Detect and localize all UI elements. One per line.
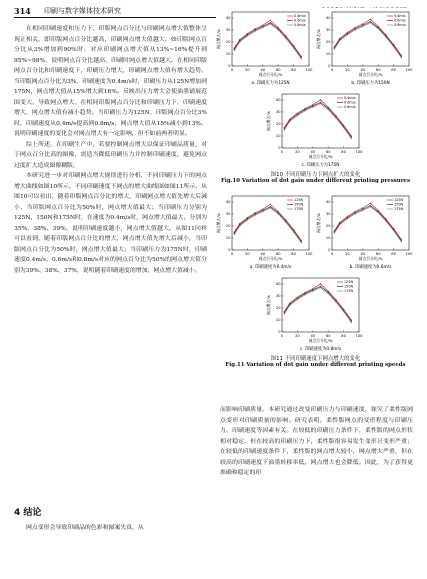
data-point bbox=[312, 291, 313, 292]
data-point bbox=[284, 129, 285, 130]
data-point bbox=[401, 241, 402, 242]
series-line bbox=[234, 207, 304, 243]
legend-label: 150N bbox=[294, 202, 304, 207]
y-tick-label: 20 bbox=[325, 40, 331, 45]
x-tick-label: 60 bbox=[325, 334, 331, 338]
x-tick-label: 40 bbox=[260, 68, 266, 72]
data-point bbox=[312, 288, 313, 289]
line-chart-svg bbox=[266, 274, 364, 352]
x-axis-label: 网点百分比/% bbox=[258, 72, 283, 77]
x-tick-label: 0 bbox=[230, 252, 234, 256]
figure-11 bbox=[216, 192, 415, 357]
data-point bbox=[262, 26, 263, 27]
x-tick-label: 0 bbox=[280, 150, 284, 154]
data-point bbox=[362, 207, 363, 208]
data-point bbox=[385, 221, 386, 222]
data-point bbox=[239, 41, 240, 42]
y-tick-label: 10 bbox=[325, 236, 331, 241]
y-tick-label: 0 bbox=[228, 248, 231, 253]
x-axis-label: 网点百分比/% bbox=[308, 338, 333, 343]
data-point bbox=[312, 105, 313, 106]
x-tick-label: 60 bbox=[275, 252, 281, 256]
legend-label: 175N bbox=[294, 207, 304, 212]
data-point bbox=[320, 287, 321, 288]
paragraph: 本研究进一步对印刷网点增大规律进行分析，不同印刷压力下的网点增大曲线如图10所示，不同印刷速度下网点的增大曲线图如图11所示。从图10可以看出，随着印版网点百分比的增大，印刷网点增大值先增大后减小，当印版网点百分比为50%时，网点增大值最大；当印刷压力分别为125N、150N和175N时，在速度为0.4m/s时，网点增大值最大，分别为35%、38%、39%，说明印刷速度越小，网点增大值越大。从图11同样可以看到，随着印版网点百分比的增大，网点增大值先增大后减小，当印版网点百分比为50%时，网点增大值最大；当印刷压力为175N时，印刷速度0.4m/s、0.6m/s和0.8m/s对应的网点百分比为50%的网点增大值分别为39%、38%、37%，说明随着印刷速度的增加，网点增大值减小。 bbox=[14, 173, 207, 274]
y-axis-label: 网点增大/% bbox=[216, 212, 221, 234]
x-axis-label: 网点百分比/% bbox=[358, 72, 383, 77]
conclusion-text bbox=[14, 523, 207, 534]
y-tick-label: 10 bbox=[325, 52, 331, 57]
x-tick-label: 20 bbox=[345, 68, 350, 72]
x-axis-label: 网点百分比/% bbox=[358, 256, 383, 261]
x-tick-label: 0 bbox=[230, 68, 234, 72]
data-point bbox=[270, 23, 271, 24]
x-tick-label: 60 bbox=[375, 252, 381, 256]
figure11-caption-zh: 图11 不同印刷速度下网点增大的变化 bbox=[270, 356, 361, 362]
subplot-label: a. 印刷压力为125N bbox=[251, 81, 290, 86]
data-point bbox=[254, 28, 255, 29]
data-point bbox=[254, 29, 255, 30]
line-chart-svg bbox=[316, 8, 414, 86]
data-point bbox=[393, 230, 394, 231]
y-tick-label: 0 bbox=[228, 64, 231, 69]
data-point bbox=[339, 40, 340, 41]
y-tick-label: 10 bbox=[225, 236, 231, 241]
data-point bbox=[262, 25, 263, 26]
x-tick-label: 80 bbox=[291, 252, 296, 256]
y-tick-label: 40 bbox=[325, 16, 331, 21]
x-tick-label: 40 bbox=[260, 252, 266, 256]
x-tick-label: 40 bbox=[310, 334, 316, 338]
y-tick-label: 30 bbox=[325, 28, 331, 33]
data-point bbox=[370, 206, 371, 207]
data-point bbox=[262, 210, 263, 211]
figure11-subplot-a bbox=[216, 192, 314, 270]
legend-label: 0.4m/s bbox=[394, 14, 406, 19]
y-tick-label: 30 bbox=[225, 212, 231, 217]
legend-label: 0.8m/s bbox=[344, 105, 356, 110]
data-point bbox=[370, 19, 371, 20]
data-point bbox=[304, 110, 305, 111]
x-tick-label: 100 bbox=[355, 150, 363, 154]
data-point bbox=[362, 26, 363, 27]
series-line bbox=[334, 23, 401, 58]
y-tick-label: 0 bbox=[278, 330, 281, 335]
legend-label: 0.6m/s bbox=[394, 18, 406, 23]
line-chart-svg bbox=[216, 8, 314, 86]
data-point bbox=[312, 107, 313, 108]
x-tick-label: 80 bbox=[341, 334, 346, 338]
legend-label: 150N bbox=[344, 284, 354, 289]
series-line bbox=[334, 206, 404, 241]
data-point bbox=[301, 242, 302, 243]
section-heading-conclusion: 4 结论 bbox=[14, 508, 42, 518]
data-point bbox=[334, 233, 335, 234]
data-point bbox=[304, 109, 305, 110]
x-axis-label: 网点百分比/% bbox=[258, 256, 283, 261]
legend-label: 175N bbox=[394, 207, 404, 212]
series-line bbox=[234, 207, 304, 242]
subplot-label: c. 印刷压力为175N bbox=[301, 163, 340, 168]
data-point bbox=[285, 38, 286, 39]
data-point bbox=[354, 29, 355, 30]
data-point bbox=[354, 212, 355, 213]
data-point bbox=[347, 218, 348, 219]
data-point bbox=[312, 289, 313, 290]
data-point bbox=[293, 231, 294, 232]
series-line bbox=[334, 22, 401, 57]
series-line bbox=[234, 24, 301, 59]
data-point bbox=[370, 203, 371, 204]
y-tick-label: 0 bbox=[328, 248, 331, 253]
x-tick-label: 20 bbox=[245, 252, 250, 256]
data-point bbox=[304, 292, 305, 293]
line-chart-svg bbox=[216, 192, 314, 270]
x-tick-label: 80 bbox=[291, 68, 296, 72]
figure10-subplot-a bbox=[216, 8, 314, 86]
data-point bbox=[370, 205, 371, 206]
data-point bbox=[320, 286, 321, 287]
data-point bbox=[401, 57, 402, 58]
y-tick-label: 40 bbox=[225, 200, 231, 205]
subplot-label: b. 印刷压力为150N bbox=[351, 81, 390, 86]
data-point bbox=[335, 117, 336, 118]
x-tick-label: 40 bbox=[310, 150, 316, 154]
figure11-caption bbox=[216, 354, 415, 369]
figure10-caption-en: Fig.10 Variation of dot gain under different printing pressures bbox=[220, 178, 410, 184]
x-tick-label: 20 bbox=[295, 334, 300, 338]
data-point bbox=[293, 47, 294, 48]
y-tick-label: 40 bbox=[275, 282, 281, 287]
data-point bbox=[320, 99, 321, 100]
data-point bbox=[301, 58, 302, 59]
paragraph: 综上所述，在印刷生产中，若要控制网点增大以保证印刷品质量，对于网点百分比高的图像，需适当降低印刷压力并控制印刷速度，避免网点过度扩大造成图像糊版。 bbox=[14, 141, 207, 169]
x-tick-label: 40 bbox=[360, 252, 366, 256]
data-point bbox=[234, 50, 235, 51]
line-chart-svg bbox=[266, 90, 364, 168]
data-point bbox=[262, 209, 263, 210]
x-tick-label: 60 bbox=[275, 68, 281, 72]
legend-label: 0.4m/s bbox=[294, 14, 306, 19]
data-point bbox=[312, 104, 313, 105]
y-axis-label: 网点增大/% bbox=[266, 294, 271, 316]
legend-label: 0.6m/s bbox=[294, 18, 306, 23]
x-tick-label: 100 bbox=[305, 252, 313, 256]
x-tick-label: 60 bbox=[375, 68, 381, 72]
data-point bbox=[362, 209, 363, 210]
subplot-label: a. 印刷速度为0.4m/s bbox=[249, 265, 292, 270]
data-point bbox=[289, 305, 290, 306]
x-tick-label: 0 bbox=[280, 334, 284, 338]
data-point bbox=[270, 206, 271, 207]
x-tick-label: 40 bbox=[360, 68, 366, 72]
legend-label: 0.8m/s bbox=[394, 23, 406, 28]
y-tick-label: 0 bbox=[328, 64, 331, 69]
data-point bbox=[247, 219, 248, 220]
data-point bbox=[354, 28, 355, 29]
x-tick-label: 60 bbox=[325, 150, 331, 154]
y-tick-label: 30 bbox=[275, 110, 281, 115]
data-point bbox=[328, 109, 329, 110]
x-tick-label: 100 bbox=[405, 252, 413, 256]
x-tick-label: 0 bbox=[330, 68, 334, 72]
series-line bbox=[234, 23, 301, 58]
x-tick-label: 100 bbox=[305, 68, 313, 72]
y-axis-label: 网点增大/% bbox=[216, 28, 221, 50]
data-point bbox=[278, 29, 279, 30]
figure-10 bbox=[216, 8, 415, 173]
series-line bbox=[284, 104, 351, 139]
y-tick-label: 20 bbox=[225, 40, 231, 45]
y-tick-label: 30 bbox=[275, 294, 281, 299]
page-number: 314 bbox=[14, 6, 31, 16]
data-point bbox=[285, 222, 286, 223]
data-point bbox=[239, 225, 240, 226]
series-line bbox=[334, 207, 404, 242]
data-point bbox=[304, 293, 305, 294]
x-tick-label: 100 bbox=[405, 68, 413, 72]
data-point bbox=[297, 115, 298, 116]
figure11-subplot-b bbox=[316, 192, 414, 270]
legend-label: 125N bbox=[294, 198, 304, 203]
data-point bbox=[351, 322, 352, 323]
series-line bbox=[284, 288, 354, 323]
y-tick-label: 10 bbox=[275, 318, 281, 323]
y-axis-label: 网点增大/% bbox=[316, 212, 321, 234]
y-axis-label: 网点增大/% bbox=[266, 110, 271, 132]
x-tick-label: 80 bbox=[341, 150, 346, 154]
data-point bbox=[335, 301, 336, 302]
figure11-subplot-c bbox=[266, 274, 364, 352]
data-point bbox=[270, 22, 271, 23]
y-tick-label: 10 bbox=[275, 134, 281, 139]
data-point bbox=[343, 127, 344, 128]
data-point bbox=[254, 215, 255, 216]
x-tick-label: 20 bbox=[345, 252, 350, 256]
data-point bbox=[320, 283, 321, 284]
y-tick-label: 40 bbox=[225, 16, 231, 21]
paragraph: 网点变形会导致印刷品的色彩和图案失真，从 bbox=[26, 525, 144, 531]
data-point bbox=[270, 20, 271, 21]
data-point bbox=[234, 234, 235, 235]
legend-label: 125N bbox=[394, 198, 404, 203]
data-point bbox=[278, 213, 279, 214]
data-point bbox=[362, 210, 363, 211]
y-tick-label: 0 bbox=[278, 146, 281, 151]
data-point bbox=[320, 103, 321, 104]
y-tick-label: 40 bbox=[275, 98, 281, 103]
data-point bbox=[351, 138, 352, 139]
y-tick-label: 10 bbox=[225, 52, 231, 57]
figure11-caption-en: Fig.11 Variation of dot gain under different printing speeds bbox=[225, 362, 406, 368]
data-point bbox=[378, 28, 379, 29]
y-tick-label: 20 bbox=[325, 224, 331, 229]
legend-label: 150N bbox=[394, 202, 404, 207]
data-point bbox=[247, 35, 248, 36]
x-axis-label: 网点百分比/% bbox=[308, 154, 333, 159]
data-point bbox=[339, 224, 340, 225]
data-point bbox=[370, 22, 371, 23]
legend-label: 0.8m/s bbox=[294, 23, 306, 28]
y-axis-label: 网点增大/% bbox=[316, 28, 321, 50]
data-point bbox=[354, 27, 355, 28]
data-point bbox=[378, 212, 379, 213]
y-tick-label: 40 bbox=[325, 200, 331, 205]
paragraph: 在相同印刷速度和压力下，印版网点百分比与印刷网点增大值整体呈现正相关，即印版网点百分比越高，印刷网点增大值越大。如印版网点百分比从3%增加到90%时，对应印刷网点增大值从13%~16%提升到95%~98%，说明网点百分比越高，印刷时网点增大值越大。在相同印版网点百分比和印刷速度下，印刷压力增大，印刷网点增大值有增大趋势。当印版网点百分比为3%，印刷速度为0.4m/s时，印刷压力从125N增加到175N，网点增大值从15%增大到16%。反映出压力增大会使油墨铺展范围变大，导致网点增大。在相同印版网点百分比和印刷压力下，印刷速度增大，网点增大值有减小趋势。当印刷压力为125N，印版网点百分比3%时，印刷速度从0.4m/s提高到0.8m/s，网点增大值从15%减小到13%。说明印刷速度的变化会对网点增大有一定影响，但不如前两者明显。 bbox=[14, 26, 207, 137]
subplot-label: c. 印刷速度为0.8m/s bbox=[299, 347, 342, 352]
figure10-subplot-c bbox=[266, 90, 364, 168]
data-point bbox=[254, 213, 255, 214]
line-chart-svg bbox=[316, 192, 414, 270]
journal-name: 印刷与数字媒体技术研究 bbox=[44, 7, 121, 15]
data-point bbox=[393, 46, 394, 47]
figure10-caption bbox=[216, 170, 415, 185]
paragraph: 而影响印刷质量。本研究通过改变印刷压力与印刷速度，探究了柔性版网点变形对印刷质量的影响。研究表明，柔性版网点的变形程度与印刷压力、印刷速度等因素有关。在较低的印刷压力条件下，柔性版的网点形状相对稳定，但在较高的印刷压力下，柔性版很容易发生变形且变形严重；在较低的印刷速度条件下，柔性版的网点增大较小，网点增大严重，但在较高的印刷速度下油墨转移率低，网点增大也会降低。因此，为了获得更准确和稳定的印 bbox=[220, 407, 413, 476]
legend-label: 125N bbox=[344, 280, 354, 285]
y-tick-label: 30 bbox=[325, 212, 331, 217]
data-point bbox=[347, 34, 348, 35]
data-point bbox=[270, 207, 271, 208]
data-point bbox=[354, 213, 355, 214]
data-point bbox=[385, 37, 386, 38]
data-point bbox=[284, 313, 285, 314]
y-tick-label: 20 bbox=[275, 306, 281, 311]
subplot-label: b. 印刷速度为0.6m/s bbox=[349, 265, 392, 270]
data-point bbox=[362, 25, 363, 26]
series-line bbox=[284, 102, 351, 137]
data-point bbox=[254, 31, 255, 32]
figure10-subplot-b bbox=[316, 8, 414, 86]
data-point bbox=[328, 293, 329, 294]
y-tick-label: 30 bbox=[225, 28, 231, 33]
x-tick-label: 0 bbox=[330, 252, 334, 256]
data-point bbox=[320, 102, 321, 103]
data-point bbox=[262, 211, 263, 212]
x-tick-label: 80 bbox=[391, 252, 396, 256]
x-tick-label: 80 bbox=[391, 68, 396, 72]
data-point bbox=[289, 121, 290, 122]
data-point bbox=[334, 49, 335, 50]
data-point bbox=[362, 23, 363, 24]
x-tick-label: 100 bbox=[355, 334, 363, 338]
y-tick-label: 20 bbox=[225, 224, 231, 229]
legend-label: 175N bbox=[344, 289, 354, 294]
data-point bbox=[343, 311, 344, 312]
data-point bbox=[254, 212, 255, 213]
data-point bbox=[304, 108, 305, 109]
figure10-caption-zh: 图10 不同印刷压力下网点扩大的变化 bbox=[270, 172, 361, 178]
left-column-text bbox=[14, 24, 207, 276]
right-column-text bbox=[220, 405, 413, 479]
legend-label: 0.4m/s bbox=[344, 96, 356, 101]
x-tick-label: 20 bbox=[295, 150, 300, 154]
x-tick-label: 20 bbox=[245, 68, 250, 72]
y-tick-label: 20 bbox=[275, 122, 281, 127]
data-point bbox=[270, 204, 271, 205]
data-point bbox=[304, 294, 305, 295]
data-point bbox=[370, 21, 371, 22]
data-point bbox=[297, 299, 298, 300]
legend-label: 0.6m/s bbox=[344, 100, 356, 105]
data-point bbox=[354, 211, 355, 212]
data-point bbox=[262, 27, 263, 28]
